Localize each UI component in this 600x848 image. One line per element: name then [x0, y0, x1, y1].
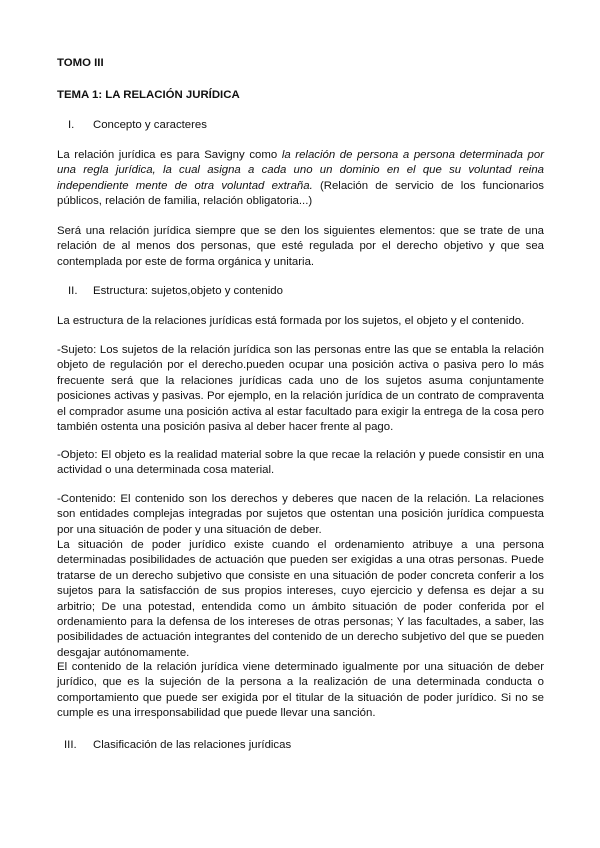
section-number: III.: [64, 739, 77, 751]
definition-tail: (Relación de servicio de los funcionarios públicos, relación de familia, relación obligatoria...): [57, 179, 544, 208]
section-number: I.: [68, 119, 75, 131]
paragraph-structure: La estructura de la relaciones jurídicas está formada por los sujetos, el objeto y el contenido.: [57, 315, 525, 327]
section-title: Concepto y caracteres: [93, 119, 207, 131]
paragraph-poder-juridico: La situación de poder jurídico existe cuando el ordenamiento atribuye a una persona determinadas posibilidades de actuación que pueden ser exigidas a una otras personas. Puede tratarse de un derecho subjetivo que consiste en una situación de poder concreta conferir a los sujetos para la satisfacción de sus propios intereses, cuyo ejercicio y defensa es dejar a su arbitrio; De una potestad, entendida como un ámbito situación de poder conferida por el ordenamiento para la defensa de los intereses de otras personas; Y las facultades, a saber, las posibilidades de actuación integrantes del contenido de un derecho subjetivo del que se pueden desgajar autónomamente.: [57, 539, 544, 659]
tema-heading: TEMA 1: LA RELACIÓN JURÍDICA: [57, 89, 240, 101]
section-number: II.: [68, 285, 78, 297]
paragraph-elements: Será una relación jurídica siempre que se den los siguientes elementos: que se trate de una relación de al menos dos personas, que esté regulada por el derecho objetivo y que sea contemplada por este de forma orgánica y unitaria.: [57, 225, 544, 268]
savigny-quote: la relación de persona a persona determinada por una regla jurídica, la cual asigna a cada uno un dominio en el que su voluntad reina independiente mente de otra voluntad extraña.: [57, 149, 545, 192]
paragraph-definition: [57, 148, 544, 210]
paragraph-sujeto: -Sujeto: Los sujetos de la relación jurídica son las personas entre las que se entabla la relación objeto de regulación por el derecho.pueden ocupar una posición activa o pasiva pero lo más frecuente será que la relaciones jurídicas cada uno de los sujetos asuma conjuntamente posiciones activas y pasivas. Por ejemplo, en la relación jurídica de un contrato de compraventa el comprador asume una posición activa al estar facultado para exigir la entrega de la cosa pero también ostenta una posición pasiva al deber hacer frente al pago.: [57, 344, 544, 434]
definition-lead: La relación jurídica es para Savigny como: [57, 149, 282, 161]
section-title: Clasificación de las relaciones jurídicas: [93, 739, 292, 751]
tomo-heading: TOMO III: [57, 57, 104, 69]
paragraph-objeto: -Objeto: El objeto es la realidad material sobre la que recae la relación y puede consistir en una actividad o una determinada cosa material.: [57, 449, 544, 477]
section-title: Estructura: sujetos,objeto y contenido: [93, 285, 283, 297]
paragraph-deber-juridico: El contenido de la relación jurídica viene determinado igualmente por una situación de deber jurídico, que es la sujeción de la persona a la realización de una determinada conducta o comportamiento que puede ser exigida por el titular de la situación de poder jurídico. Si no se cumple es una irresponsabilidad que puede llevar una sanción.: [57, 661, 544, 720]
paragraph-contenido: -Contenido: El contenido son los derechos y deberes que nacen de la relación. La relaciones son entidades complejas integradas por sujetos que ostentan una posición jurídica compuesta por una situación de poder y una situación de deber.: [57, 493, 544, 536]
